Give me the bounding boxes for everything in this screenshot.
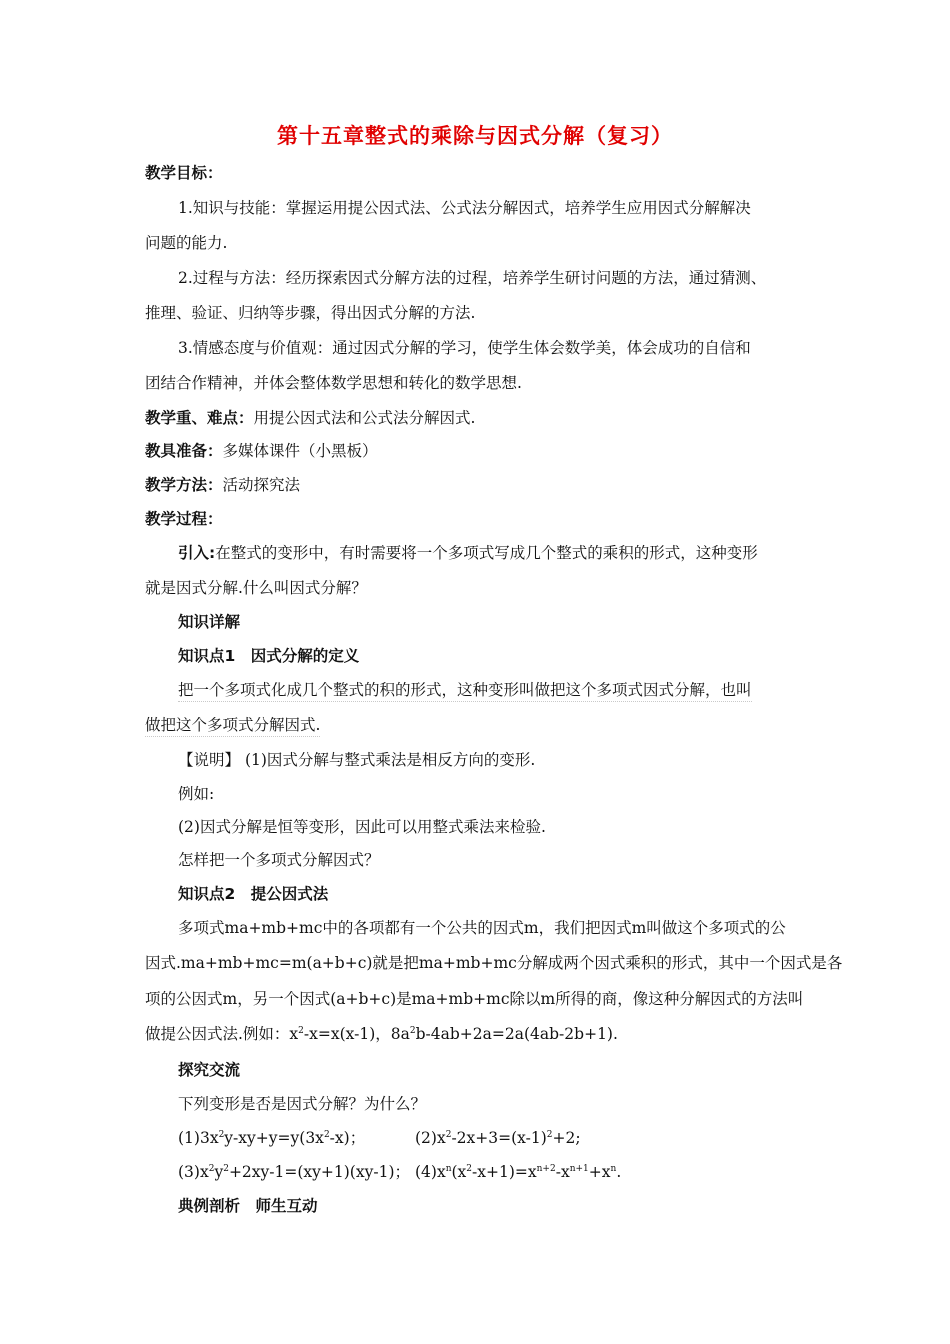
ex3-part: y: [214, 1163, 224, 1181]
page-title: 第十五章整式的乘除与因式分解（复习）: [277, 124, 673, 148]
common-factor-line-4: [145, 1024, 618, 1044]
process-heading: 教学过程：: [145, 510, 223, 528]
kp1-heading: 知识点1 因式分解的定义: [178, 647, 360, 665]
cf-example-part-2: -x=x(x-1)，8a: [303, 1025, 410, 1043]
method-label: 教学方法：: [145, 476, 223, 494]
cf-example-part-1: 做提公因式法.例如：x: [145, 1025, 299, 1043]
objectives-heading: 教学目标：: [145, 164, 223, 182]
question-line: 怎样把一个多项式分解因式？: [178, 851, 380, 869]
tools-line: [145, 441, 378, 461]
kp2-heading: 知识点2 提公因式法: [178, 885, 329, 903]
common-factor-line-1: 多项式ma+mb+mc中的各项都有一个公共的因式m，我们把因式m叫做这个多项式的公: [178, 919, 786, 937]
note-1-text: (1)因式分解与整式乘法是相反方向的变形.: [244, 751, 536, 769]
superscript: n+2: [536, 1163, 556, 1174]
superscript: 2: [208, 1163, 215, 1174]
ex4-part: (4)x: [415, 1163, 446, 1181]
tools-text: 多媒体课件（小黑板）: [222, 442, 378, 460]
objective-3-line-1: 3.情感态度与价值观：通过因式分解的学习，使学生体会数学美，体会成功的自信和: [178, 339, 751, 357]
definition-line-2: [145, 715, 320, 735]
ex2-part: -2x+3=(x-1): [451, 1129, 547, 1147]
method-line: [145, 475, 300, 495]
note-label: 【说明】: [178, 751, 241, 769]
definition-text-2: 做把这个多项式分解因式.: [145, 716, 320, 737]
explore-heading: 探究交流: [178, 1061, 241, 1079]
ex4-part: .: [616, 1163, 622, 1181]
superscript: n: [610, 1163, 617, 1174]
key-points-label: 教学重、难点：: [145, 409, 254, 427]
intro-label: 引入:: [178, 544, 216, 562]
objective-1-line-1: 1.知识与技能：掌握运用提公因式法、公式法分解因式，培养学生应用因式分解解决: [178, 199, 751, 217]
note-line-1: [178, 750, 535, 770]
exercise-1: [178, 1128, 365, 1148]
definition-text-1: 把一个多项式化成几个整式的积的形式，这种变形叫做把这个多项式因式分解，也叫: [178, 681, 752, 702]
intro-line-2: 就是因式分解.什么叫因式分解？: [145, 579, 367, 597]
common-factor-line-3: 项的公因式m，另一个因式(a+b+c)是ma+mb+mc除以m所得的商，像这种分解因式的方法叫: [145, 990, 804, 1008]
superscript: 2: [466, 1163, 473, 1174]
cf-example-part-3: b-4ab+2a=2a(4ab-2b+1).: [415, 1025, 618, 1043]
exercise-4: [415, 1162, 621, 1182]
example-label: 例如:: [178, 785, 215, 803]
explore-question: 下列变形是否是因式分解？为什么？: [178, 1095, 427, 1113]
ex1-part: y-xy+y=y(3x: [224, 1129, 324, 1147]
ex3-part: (3)x: [178, 1163, 209, 1181]
knowledge-heading: 知识详解: [178, 613, 241, 631]
key-points-text: 用提公因式法和公式法分解因式.: [253, 409, 476, 427]
ex4-part: -x+1)=x: [472, 1163, 537, 1181]
ex1-part: (1)3x: [178, 1129, 219, 1147]
superscript: n+1: [569, 1163, 589, 1174]
intro-line-1: [178, 543, 758, 563]
ex3-part: +2xy-1=(xy+1)(xy-1)；: [228, 1163, 411, 1181]
ex2-part: +2;: [552, 1129, 581, 1147]
superscript: 2: [409, 1025, 416, 1036]
ex4-part: -x: [555, 1163, 570, 1181]
superscript: n: [445, 1163, 452, 1174]
superscript: 2: [445, 1129, 452, 1140]
objective-2-line-1: 2.过程与方法：经历探索因式分解方法的过程，培养学生研讨问题的方法，通过猜测、: [178, 269, 767, 287]
ex2-part: (2)x: [415, 1129, 446, 1147]
objective-3-line-2: 团结合作精神，并体会整体数学思想和转化的数学思想.: [145, 374, 522, 392]
objective-1-line-2: 问题的能力.: [145, 234, 228, 252]
intro-text-1: 在整式的变形中，有时需要将一个多项式写成几个整式的乘积的形式，这种变形: [215, 544, 758, 562]
superscript: 2: [546, 1129, 553, 1140]
ex1-part: -x)；: [329, 1129, 366, 1147]
exercise-3: [178, 1162, 410, 1182]
key-points-line: [145, 408, 475, 428]
tools-label: 教具准备：: [145, 442, 223, 460]
typical-heading: 典例剖析 师生互动: [178, 1197, 318, 1215]
ex4-part: (x: [451, 1163, 467, 1181]
method-text: 活动探究法: [222, 476, 301, 494]
exercise-2: [415, 1128, 581, 1148]
superscript: 2: [323, 1129, 330, 1140]
superscript: 2: [298, 1025, 304, 1036]
common-factor-line-2: 因式.ma+mb+mc=m(a+b+c)就是把ma+mb+mc分解成两个因式乘积的形式，其中一个因式是各: [145, 954, 843, 972]
superscript: 2: [218, 1129, 225, 1140]
note-line-2: (2)因式分解是恒等变形，因此可以用整式乘法来检验.: [178, 818, 546, 836]
definition-line-1: [178, 680, 752, 700]
objective-2-line-2: 推理、验证、归纳等步骤，得出因式分解的方法.: [145, 304, 476, 322]
superscript: 2: [223, 1163, 229, 1174]
ex4-part: +x: [588, 1163, 611, 1181]
